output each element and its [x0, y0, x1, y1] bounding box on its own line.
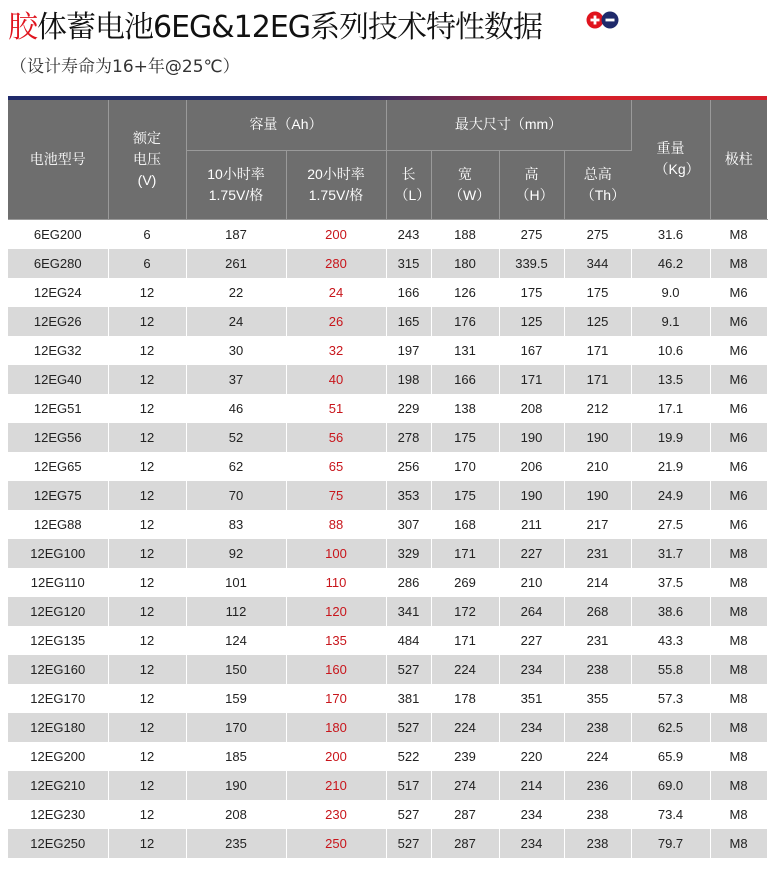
model-cell: 12EG65 — [8, 452, 108, 481]
capacity-20h-cell: 110 — [286, 568, 386, 597]
capacity-10h-cell: 37 — [186, 365, 286, 394]
width-cell: 171 — [431, 626, 499, 655]
voltage-cell: 12 — [108, 800, 186, 829]
capacity-10h-cell: 150 — [186, 655, 286, 684]
weight-cell: 55.8 — [631, 655, 710, 684]
voltage-cell: 12 — [108, 655, 186, 684]
table-row — [8, 742, 767, 771]
width-cell: 287 — [431, 800, 499, 829]
weight-cell: 31.6 — [631, 219, 710, 249]
voltage-cell: 12 — [108, 539, 186, 568]
height-cell: 339.5 — [499, 249, 564, 278]
model-cell: 12EG56 — [8, 423, 108, 452]
length-cell: 353 — [386, 481, 431, 510]
spec-table — [8, 100, 768, 858]
weight-cell: 21.9 — [631, 452, 710, 481]
terminal-cell: M6 — [710, 423, 767, 452]
height-cell: 275 — [499, 219, 564, 249]
capacity-20h-cell: 88 — [286, 510, 386, 539]
table-row — [8, 394, 767, 423]
total-height-cell: 125 — [564, 307, 631, 336]
weight-cell: 31.7 — [631, 539, 710, 568]
height-cell: 227 — [499, 626, 564, 655]
length-cell: 527 — [386, 800, 431, 829]
plus-minus-battery-icon — [586, 10, 620, 30]
header-weight: 重量（Kg） — [631, 100, 710, 219]
height-cell: 234 — [499, 829, 564, 858]
model-cell: 12EG230 — [8, 800, 108, 829]
model-cell: 12EG250 — [8, 829, 108, 858]
terminal-cell: M6 — [710, 510, 767, 539]
header-total-height: 总高（Th） — [564, 150, 631, 219]
terminal-cell: M8 — [710, 655, 767, 684]
page-subtitle: （设计寿命为16+年@25℃） — [10, 57, 240, 77]
weight-cell: 73.4 — [631, 800, 710, 829]
voltage-cell: 12 — [108, 713, 186, 742]
terminal-cell: M8 — [710, 800, 767, 829]
height-cell: 234 — [499, 655, 564, 684]
capacity-20h-cell: 200 — [286, 219, 386, 249]
terminal-cell: M8 — [710, 568, 767, 597]
header-cap20: 20小时率1.75V/格 — [286, 150, 386, 219]
model-cell: 12EG135 — [8, 626, 108, 655]
length-cell: 229 — [386, 394, 431, 423]
width-cell: 180 — [431, 249, 499, 278]
voltage-cell: 12 — [108, 568, 186, 597]
length-cell: 381 — [386, 684, 431, 713]
table-row — [8, 626, 767, 655]
terminal-cell: M8 — [710, 742, 767, 771]
weight-cell: 79.7 — [631, 829, 710, 858]
voltage-cell: 12 — [108, 626, 186, 655]
terminal-cell: M6 — [710, 278, 767, 307]
width-cell: 175 — [431, 481, 499, 510]
table-row — [8, 249, 767, 278]
model-cell: 12EG51 — [8, 394, 108, 423]
width-cell: 172 — [431, 597, 499, 626]
capacity-20h-cell: 180 — [286, 713, 386, 742]
terminal-cell: M8 — [710, 684, 767, 713]
length-cell: 286 — [386, 568, 431, 597]
header-height: 高（H） — [499, 150, 564, 219]
capacity-20h-cell: 230 — [286, 800, 386, 829]
width-cell: 287 — [431, 829, 499, 858]
length-cell: 527 — [386, 655, 431, 684]
model-cell: 12EG200 — [8, 742, 108, 771]
width-cell: 168 — [431, 510, 499, 539]
capacity-10h-cell: 235 — [186, 829, 286, 858]
height-cell: 171 — [499, 365, 564, 394]
capacity-20h-cell: 40 — [286, 365, 386, 394]
terminal-cell: M8 — [710, 539, 767, 568]
model-cell: 6EG280 — [8, 249, 108, 278]
model-cell: 6EG200 — [8, 219, 108, 249]
total-height-cell: 236 — [564, 771, 631, 800]
width-cell: 166 — [431, 365, 499, 394]
length-cell: 484 — [386, 626, 431, 655]
voltage-cell: 12 — [108, 481, 186, 510]
capacity-20h-cell: 135 — [286, 626, 386, 655]
length-cell: 315 — [386, 249, 431, 278]
height-cell: 211 — [499, 510, 564, 539]
title-text: 体蓄电池6EG&12EG系列技术特性数据 — [37, 10, 543, 45]
width-cell: 224 — [431, 713, 499, 742]
weight-cell: 43.3 — [631, 626, 710, 655]
model-cell: 12EG26 — [8, 307, 108, 336]
header-capacity: 容量（Ah） — [186, 100, 386, 150]
voltage-cell: 12 — [108, 452, 186, 481]
height-cell: 208 — [499, 394, 564, 423]
capacity-20h-cell: 200 — [286, 742, 386, 771]
capacity-10h-cell: 24 — [186, 307, 286, 336]
weight-cell: 10.6 — [631, 336, 710, 365]
model-cell: 12EG120 — [8, 597, 108, 626]
header-terminal: 极柱 — [710, 100, 767, 219]
height-cell: 125 — [499, 307, 564, 336]
weight-cell: 46.2 — [631, 249, 710, 278]
header-model: 电池型号 — [8, 100, 108, 219]
capacity-20h-cell: 170 — [286, 684, 386, 713]
terminal-cell: M8 — [710, 219, 767, 249]
capacity-20h-cell: 75 — [286, 481, 386, 510]
height-cell: 214 — [499, 771, 564, 800]
height-cell: 190 — [499, 423, 564, 452]
weight-cell: 69.0 — [631, 771, 710, 800]
header-dimensions: 最大尺寸（mm） — [386, 100, 631, 150]
table-row — [8, 829, 767, 858]
capacity-20h-cell: 32 — [286, 336, 386, 365]
total-height-cell: 231 — [564, 626, 631, 655]
header-length: 长（L） — [386, 150, 431, 219]
table-row — [8, 307, 767, 336]
terminal-cell: M6 — [710, 394, 767, 423]
height-cell: 175 — [499, 278, 564, 307]
length-cell: 307 — [386, 510, 431, 539]
model-cell: 12EG170 — [8, 684, 108, 713]
length-cell: 527 — [386, 713, 431, 742]
width-cell: 269 — [431, 568, 499, 597]
width-cell: 239 — [431, 742, 499, 771]
capacity-10h-cell: 52 — [186, 423, 286, 452]
total-height-cell: 231 — [564, 539, 631, 568]
header-width: 宽（W） — [431, 150, 499, 219]
table-row — [8, 655, 767, 684]
capacity-10h-cell: 190 — [186, 771, 286, 800]
table-row — [8, 597, 767, 626]
capacity-10h-cell: 159 — [186, 684, 286, 713]
capacity-20h-cell: 120 — [286, 597, 386, 626]
total-height-cell: 238 — [564, 713, 631, 742]
capacity-20h-cell: 56 — [286, 423, 386, 452]
length-cell: 527 — [386, 829, 431, 858]
terminal-cell: M8 — [710, 713, 767, 742]
weight-cell: 62.5 — [631, 713, 710, 742]
capacity-10h-cell: 30 — [186, 336, 286, 365]
capacity-20h-cell: 100 — [286, 539, 386, 568]
table-row — [8, 771, 767, 800]
model-cell: 12EG210 — [8, 771, 108, 800]
weight-cell: 57.3 — [631, 684, 710, 713]
voltage-cell: 12 — [108, 336, 186, 365]
header-voltage: 额定电压(V) — [108, 100, 186, 219]
width-cell: 138 — [431, 394, 499, 423]
height-cell: 264 — [499, 597, 564, 626]
width-cell: 176 — [431, 307, 499, 336]
table-row — [8, 481, 767, 510]
height-cell: 167 — [499, 336, 564, 365]
capacity-10h-cell: 112 — [186, 597, 286, 626]
voltage-cell: 12 — [108, 510, 186, 539]
table-row — [8, 452, 767, 481]
height-cell: 234 — [499, 800, 564, 829]
length-cell: 256 — [386, 452, 431, 481]
terminal-cell: M8 — [710, 771, 767, 800]
total-height-cell: 212 — [564, 394, 631, 423]
model-cell: 12EG88 — [8, 510, 108, 539]
table-row — [8, 713, 767, 742]
height-cell: 234 — [499, 713, 564, 742]
height-cell: 227 — [499, 539, 564, 568]
capacity-10h-cell: 187 — [186, 219, 286, 249]
table-row — [8, 365, 767, 394]
model-cell: 12EG24 — [8, 278, 108, 307]
voltage-cell: 12 — [108, 829, 186, 858]
length-cell: 197 — [386, 336, 431, 365]
length-cell: 517 — [386, 771, 431, 800]
width-cell: 170 — [431, 452, 499, 481]
model-cell: 12EG40 — [8, 365, 108, 394]
voltage-cell: 12 — [108, 684, 186, 713]
voltage-cell: 12 — [108, 307, 186, 336]
header-cap10: 10小时率1.75V/格 — [186, 150, 286, 219]
capacity-20h-cell: 280 — [286, 249, 386, 278]
height-cell: 210 — [499, 568, 564, 597]
table-row — [8, 800, 767, 829]
total-height-cell: 355 — [564, 684, 631, 713]
weight-cell: 13.5 — [631, 365, 710, 394]
total-height-cell: 224 — [564, 742, 631, 771]
terminal-cell: M6 — [710, 307, 767, 336]
total-height-cell: 171 — [564, 336, 631, 365]
voltage-cell: 6 — [108, 219, 186, 249]
height-cell: 190 — [499, 481, 564, 510]
capacity-10h-cell: 170 — [186, 713, 286, 742]
table-row — [8, 684, 767, 713]
capacity-10h-cell: 46 — [186, 394, 286, 423]
total-height-cell: 190 — [564, 423, 631, 452]
capacity-20h-cell: 65 — [286, 452, 386, 481]
table-row — [8, 423, 767, 452]
capacity-20h-cell: 24 — [286, 278, 386, 307]
capacity-10h-cell: 208 — [186, 800, 286, 829]
weight-cell: 17.1 — [631, 394, 710, 423]
terminal-cell: M6 — [710, 336, 767, 365]
weight-cell: 38.6 — [631, 597, 710, 626]
total-height-cell: 268 — [564, 597, 631, 626]
total-height-cell: 217 — [564, 510, 631, 539]
length-cell: 243 — [386, 219, 431, 249]
weight-cell: 9.1 — [631, 307, 710, 336]
model-cell: 12EG32 — [8, 336, 108, 365]
table-row — [8, 568, 767, 597]
capacity-10h-cell: 101 — [186, 568, 286, 597]
weight-cell: 24.9 — [631, 481, 710, 510]
terminal-cell: M6 — [710, 452, 767, 481]
total-height-cell: 238 — [564, 829, 631, 858]
terminal-cell: M8 — [710, 249, 767, 278]
width-cell: 175 — [431, 423, 499, 452]
capacity-10h-cell: 70 — [186, 481, 286, 510]
capacity-10h-cell: 92 — [186, 539, 286, 568]
table-row — [8, 510, 767, 539]
table-row — [8, 278, 767, 307]
weight-cell: 27.5 — [631, 510, 710, 539]
model-cell: 12EG160 — [8, 655, 108, 684]
voltage-cell: 12 — [108, 423, 186, 452]
capacity-20h-cell: 160 — [286, 655, 386, 684]
terminal-cell: M8 — [710, 829, 767, 858]
capacity-20h-cell: 51 — [286, 394, 386, 423]
height-cell: 220 — [499, 742, 564, 771]
capacity-10h-cell: 22 — [186, 278, 286, 307]
total-height-cell: 344 — [564, 249, 631, 278]
voltage-cell: 12 — [108, 365, 186, 394]
table-row — [8, 539, 767, 568]
table-row — [8, 219, 767, 249]
total-height-cell: 214 — [564, 568, 631, 597]
page-title — [8, 6, 542, 50]
total-height-cell: 190 — [564, 481, 631, 510]
voltage-cell: 12 — [108, 278, 186, 307]
length-cell: 341 — [386, 597, 431, 626]
terminal-cell: M8 — [710, 626, 767, 655]
weight-cell: 9.0 — [631, 278, 710, 307]
length-cell: 278 — [386, 423, 431, 452]
voltage-cell: 12 — [108, 597, 186, 626]
terminal-cell: M6 — [710, 365, 767, 394]
model-cell: 12EG100 — [8, 539, 108, 568]
capacity-20h-cell: 26 — [286, 307, 386, 336]
total-height-cell: 175 — [564, 278, 631, 307]
capacity-20h-cell: 250 — [286, 829, 386, 858]
terminal-cell: M6 — [710, 481, 767, 510]
total-height-cell: 238 — [564, 800, 631, 829]
capacity-10h-cell: 261 — [186, 249, 286, 278]
table-row — [8, 336, 767, 365]
voltage-cell: 12 — [108, 394, 186, 423]
width-cell: 224 — [431, 655, 499, 684]
total-height-cell: 275 — [564, 219, 631, 249]
length-cell: 166 — [386, 278, 431, 307]
capacity-10h-cell: 62 — [186, 452, 286, 481]
length-cell: 522 — [386, 742, 431, 771]
total-height-cell: 171 — [564, 365, 631, 394]
height-cell: 206 — [499, 452, 564, 481]
capacity-10h-cell: 185 — [186, 742, 286, 771]
terminal-cell: M8 — [710, 597, 767, 626]
title-accent: 胶 — [8, 10, 37, 45]
length-cell: 198 — [386, 365, 431, 394]
capacity-10h-cell: 124 — [186, 626, 286, 655]
width-cell: 131 — [431, 336, 499, 365]
total-height-cell: 210 — [564, 452, 631, 481]
weight-cell: 37.5 — [631, 568, 710, 597]
total-height-cell: 238 — [564, 655, 631, 684]
width-cell: 188 — [431, 219, 499, 249]
model-cell: 12EG75 — [8, 481, 108, 510]
length-cell: 165 — [386, 307, 431, 336]
capacity-10h-cell: 83 — [186, 510, 286, 539]
width-cell: 126 — [431, 278, 499, 307]
model-cell: 12EG180 — [8, 713, 108, 742]
capacity-20h-cell: 210 — [286, 771, 386, 800]
width-cell: 178 — [431, 684, 499, 713]
weight-cell: 65.9 — [631, 742, 710, 771]
model-cell: 12EG110 — [8, 568, 108, 597]
height-cell: 351 — [499, 684, 564, 713]
width-cell: 171 — [431, 539, 499, 568]
width-cell: 274 — [431, 771, 499, 800]
voltage-cell: 12 — [108, 742, 186, 771]
length-cell: 329 — [386, 539, 431, 568]
weight-cell: 19.9 — [631, 423, 710, 452]
voltage-cell: 12 — [108, 771, 186, 800]
voltage-cell: 6 — [108, 249, 186, 278]
